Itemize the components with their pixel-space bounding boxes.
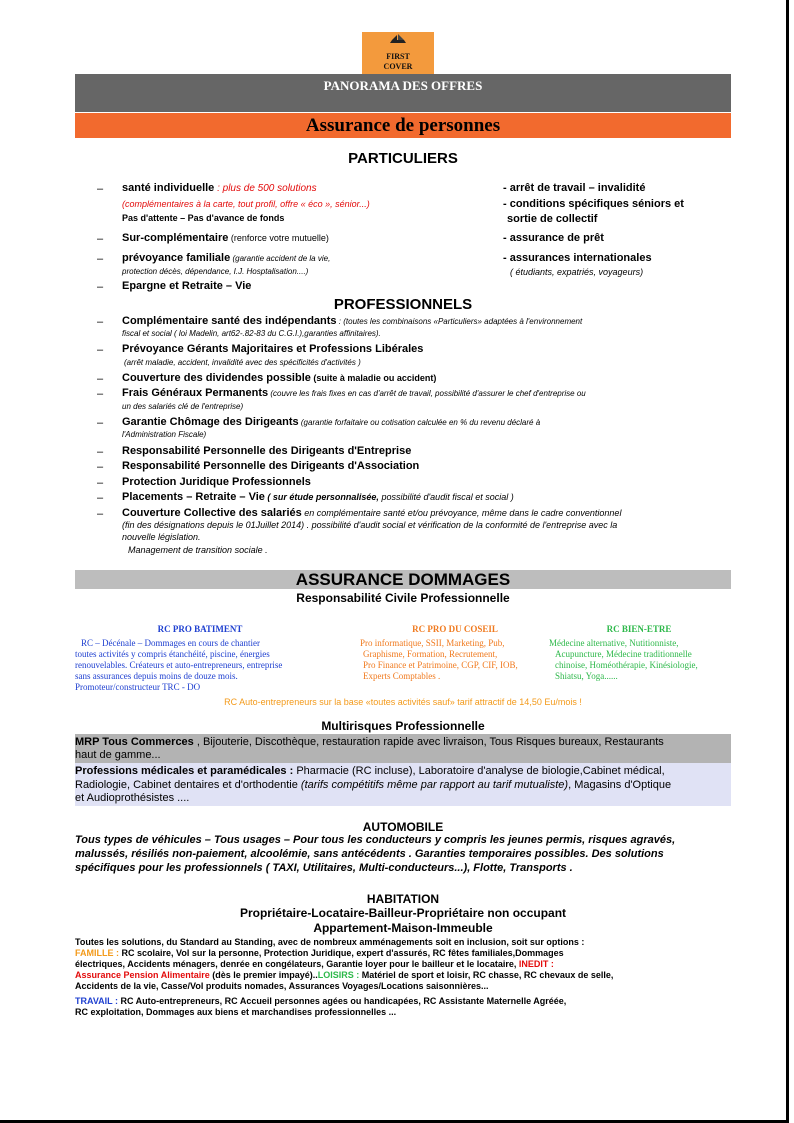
multirisques-heading: Multirisques Professionnelle [321, 719, 485, 733]
list-item: Placements – Retraite – Vie ( sur étude personnalisée, possibilité d'audit fiscal et social ) [122, 491, 514, 503]
professionnels-heading: PROFESSIONNELS [333, 296, 473, 313]
right-item: - arrêt de travail – invalidité [503, 182, 646, 194]
rc-cos-line: Pro Finance et Patrimoine, CGP, CIF, IOB, [363, 660, 518, 670]
panorama-title: PANORAMA DES OFFRES [323, 78, 483, 93]
rc-bat-line: Promoteur/constructeur TRC - DO [75, 682, 201, 692]
pm-line: Radiologie, Cabinet dentaires et d'orthodentie (tarifs compétitifs même par rapport au tarif mutualiste), Magasins d'Optique [75, 779, 672, 791]
list-item-sub: un des salariés clé de l'entreprise) [122, 402, 244, 411]
rc-bat-title: RC PRO BATIMENT [157, 624, 243, 634]
right-item: - assurances internationales [503, 252, 652, 264]
logo-line-2: COVER [383, 62, 413, 71]
rc-pro-batiment-block [75, 624, 325, 693]
habitation-loisirs-2: Accidents de la vie, Casse/Vol produits nomades, Assurances Voyages/Locations saisonnières... [75, 981, 489, 991]
automobile-line: spécifiques pour les professionnels ( TAXI, Utilitaires, Multi-conducteurs...), Flotte, Transports . [75, 862, 573, 874]
rc-bien-line: Acupuncture, Médecine traditionnelle [555, 649, 692, 659]
habitation-sub-2: Appartement-Maison-Immeuble [313, 921, 493, 935]
bullet-dash: – [97, 492, 104, 504]
list-item-sub: protection décès, dépendance, I.J. Hosptalisation....) [122, 267, 309, 276]
list-item-sub: (fin des désignations depuis le 01Juillet 2014) . possibilité d'audit social et vérification de la conformité de l'entreprise avec la [122, 520, 618, 530]
list-item: Epargne et Retraite – Vie [122, 280, 252, 292]
bullet-dash: – [97, 446, 104, 458]
rc-pro-conseil-block [360, 624, 550, 682]
pm-line: Professions médicales et paramédicales : Pharmacie (RC incluse), Laboratoire d'analyse de biologie,Cabinet médical, [75, 765, 665, 777]
rc-bat-line: sans assurances depuis moins de douze mois. [75, 671, 238, 681]
automobile-line: malussés, résiliés non-paiement, alcoolémie, sans antécédents . Garanties temporaires possibles. Des solutions [75, 848, 664, 860]
rc-cos-title: RC PRO DU COSEIL [412, 624, 498, 634]
list-item: Couverture Collective des salariés en complémentaire santé et/ou prévoyance, même dans le cadre conventionnel [122, 507, 622, 519]
list-item-sub: fiscal et social ( loi Madelin, art62-.82-83 du C.G.I.),garanties affinitaires). [122, 329, 381, 338]
bullet-dash: – [97, 388, 104, 400]
list-item: Sur-complémentaire (renforce votre mutuelle) [122, 232, 329, 244]
rc-bat-line: toutes activités y compris étanchéité, piscine, énergies [75, 649, 270, 659]
habitation-intro: Toutes les solutions, du Standard au Standing, avec de nombreux amménagements soit en inclusion, soit sur options : [75, 937, 585, 947]
habitation-loisirs: Assurance Pension Alimentaire (dès le premier impayé)..LOISIRS : Matériel de sport et loisir, RC chasse, RC chevaux de selle, [75, 970, 614, 980]
list-item: Protection Juridique Professionnels [122, 476, 311, 488]
dommages-banner [75, 570, 731, 589]
right-item-sub: ( étudiants, expatriés, voyageurs) [510, 267, 644, 277]
list-item-sub: (arrêt maladie, accident, invalidité avec des spécificités d'activités ) [124, 358, 361, 367]
list-item-sub: Management de transition sociale . [128, 545, 268, 555]
section-banner [75, 113, 731, 138]
bullet-dash: – [97, 461, 104, 473]
bullet-dash: – [97, 417, 104, 429]
rc-bien-line: chinoise, Homéothérapie, Kinésiologie, [555, 660, 698, 670]
habitation-famille: FAMILLE : RC scolaire, Vol sur la personne, Protection Juridique, expert d'assurés, RC fêtes familiales,Dommages [75, 948, 564, 958]
habitation-travail-2: RC exploitation, Dommages aux biens et marchandises professionnelles ... [75, 1007, 397, 1017]
bullet-dash: – [97, 508, 104, 520]
list-item: prévoyance familiale (garantie accident de la vie, [122, 252, 331, 264]
ship-icon [388, 34, 408, 44]
professions-medicales-block [75, 763, 731, 806]
list-item: Complémentaire santé des indépendants : (toutes les combinaisons «Particuliers» adaptées à l'environnement [122, 315, 583, 327]
list-item: santé individuelle : plus de 500 solutions [122, 182, 317, 194]
rc-cos-line: Graphisme, Formation, Recrutement, [363, 649, 498, 659]
list-item-sub: (complémentaires à la carte, tout profil, offre « éco », sénior...) [122, 199, 370, 209]
list-item: Responsabilité Personnelle des Dirigeants d'Association [122, 460, 420, 472]
bullet-dash: – [97, 281, 104, 293]
first-cover-logo [362, 32, 434, 74]
rc-bien-line: Shiatsu, Yoga...... [555, 671, 618, 681]
list-item-sub: l'Administration Fiscale) [122, 430, 207, 439]
bullet-dash: – [97, 373, 104, 385]
list-item-sub: Pas d'attente – Pas d'avance de fonds [122, 213, 285, 223]
rc-bat-line: renouvelables. Créateurs et auto-entrepreneurs, entreprise [75, 660, 283, 670]
list-item: Responsabilité Personnelle des Dirigeants d'Entreprise [122, 445, 412, 457]
list-item: Garantie Chômage des Dirigeants (garantie forfaitaire ou cotisation calculée en % du revenu déclaré à [122, 416, 541, 428]
rc-bien-etre-block [549, 624, 729, 682]
rc-bien-line: Médecine alternative, Nutitionniste, [549, 638, 679, 648]
mrp-line: MRP Tous Commerces , Bijouterie, Discothèque, restauration rapide avec livraison, Tous Risques bureaux, Restaurants [75, 736, 664, 748]
habitation-heading: HABITATION [366, 892, 440, 906]
habitation-travail: TRAVAIL : RC Auto-entrepreneurs, RC Accueil personnes agées ou handicapées, RC Assistante Maternelle Agréée, [75, 996, 567, 1006]
section-title: Assurance de personnes [305, 115, 501, 136]
right-item: - conditions spécifiques séniors et [503, 198, 684, 210]
habitation-famille-2: électriques, Accidents ménagers, denrée en congélateurs, Garantie loyer pour le bailleur et le locataire, INEDIT : [75, 959, 554, 969]
auto-entrepreneur-offer: RC Auto-entrepreneurs sur la base «toutes activités sauf» tarif attractif de 14,50 Eu/mois ! [224, 697, 582, 707]
list-item: Prévoyance Gérants Majoritaires et Professions Libérales [122, 343, 424, 355]
automobile-line: Tous types de véhicules – Tous usages – Pour tous les conducteurs y compris les jeunes permis, risques agravés, [75, 834, 676, 846]
particuliers-heading: PARTICULIERS [348, 150, 458, 167]
pm-line: et Audioprothésistes .... [75, 792, 190, 804]
bullet-dash: – [97, 316, 104, 328]
page-border-right [786, 0, 789, 1123]
mrp-line: haut de gamme... [75, 749, 161, 761]
list-item-sub: nouvelle législation. [122, 532, 201, 542]
logo-line-1: FIRST [386, 52, 410, 61]
rc-cos-line: Pro informatique, SSII, Marketing, Pub, [360, 638, 505, 648]
bullet-dash: – [97, 233, 104, 245]
rc-cos-line: Experts Comptables . [363, 671, 441, 681]
habitation-sub-1: Propriétaire-Locataire-Bailleur-Propriétaire non occupant [239, 906, 567, 920]
dommages-title: ASSURANCE DOMMAGES [295, 570, 511, 589]
rc-pro-heading: Responsabilité Civile Professionnelle [296, 591, 510, 605]
right-item: - assurance de prêt [503, 232, 604, 244]
mrp-block [75, 734, 731, 763]
automobile-heading: AUTOMOBILE [362, 820, 444, 834]
bullet-dash: – [97, 344, 104, 356]
list-item: Couverture des dividendes possible (suite à maladie ou accident) [122, 372, 437, 384]
panorama-banner [75, 74, 731, 112]
right-item: sortie de collectif [507, 213, 598, 225]
rc-bien-title: RC BIEN-ETRE [606, 624, 672, 634]
rc-bat-line: RC – Décénale – Dommages en cours de chantier [81, 638, 260, 648]
bullet-dash: – [97, 183, 104, 195]
bullet-dash: – [97, 253, 104, 265]
bullet-dash: – [97, 477, 104, 489]
list-item: Frais Généraux Permanents (couvre les frais fixes en cas d'arrêt de travail, possibilité d'assurer le chef d'entreprise ou [122, 387, 586, 399]
